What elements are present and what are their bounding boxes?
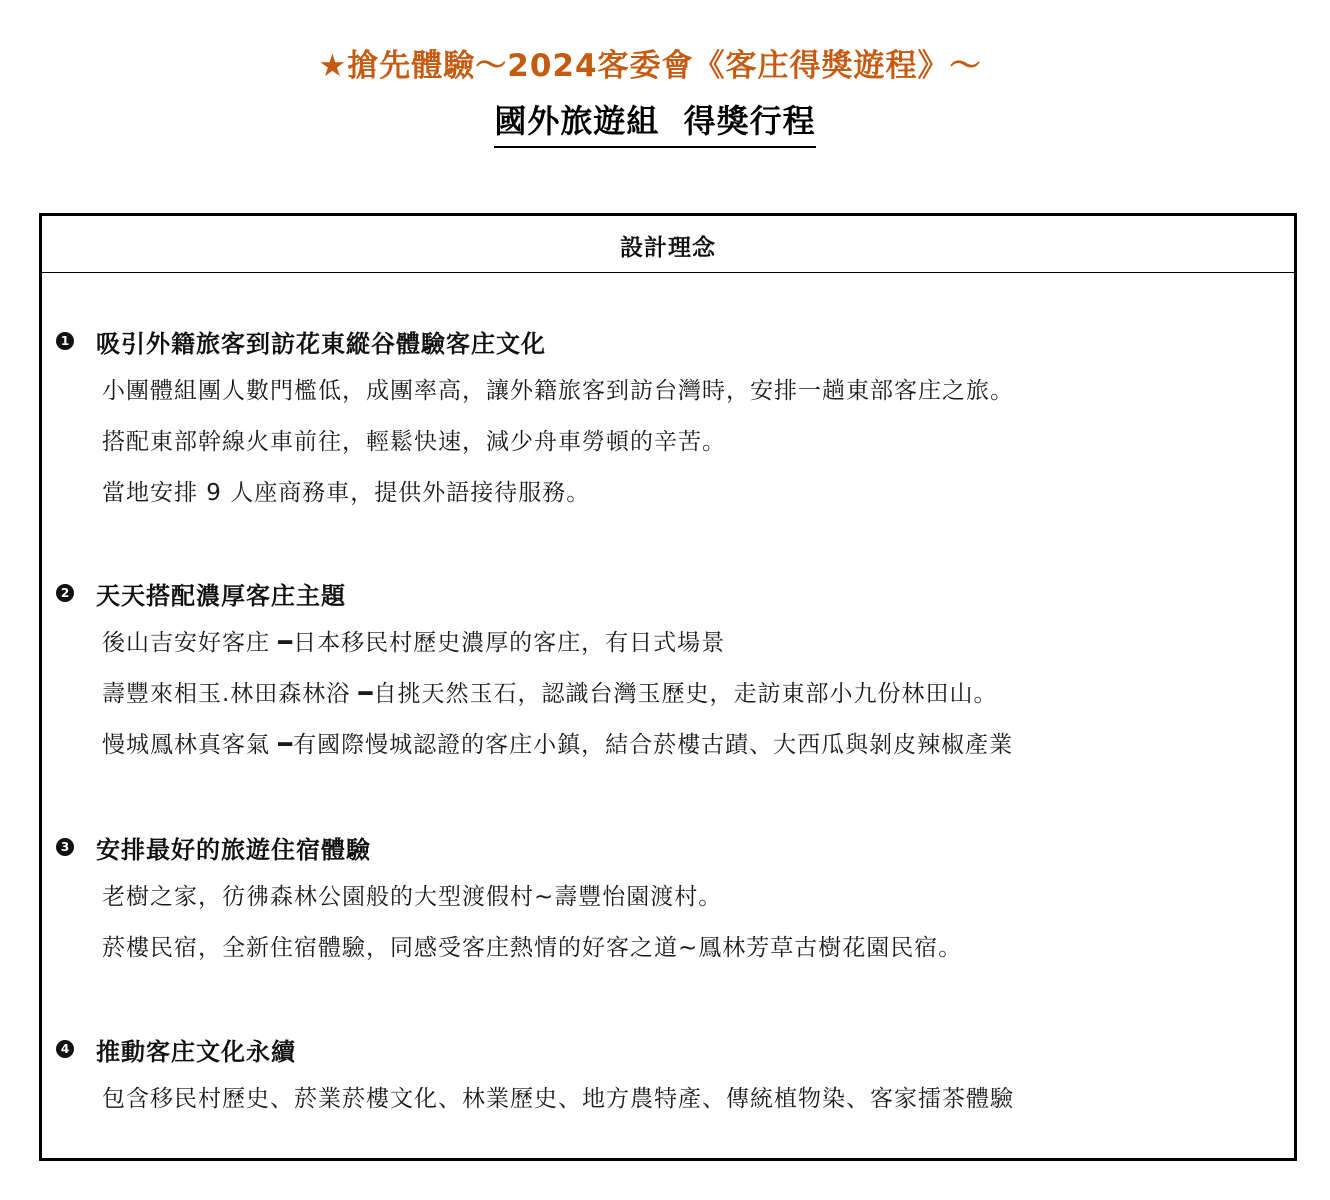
section-title: 安排最好的旅遊住宿體驗 xyxy=(96,835,371,864)
number-2-icon: 2 xyxy=(56,584,74,602)
number-3-icon: 3 xyxy=(56,838,74,856)
design-concept-panel xyxy=(39,213,1297,1161)
section-line: 壽豐來相玉.林田森林浴 ━自挑天然玉石，認識台灣玉歷史，走訪東部小九份林田山。 xyxy=(102,681,998,707)
section-line: 當地安排 9 人座商務車，提供外語接待服務。 xyxy=(102,480,591,506)
page-title: ★搶先體驗～2024客委會《客庄得獎遊程》～ xyxy=(318,48,982,84)
section-2 xyxy=(56,573,1286,771)
section-line: 搭配東部幹線火車前往，輕鬆快速，減少舟車勞頓的辛苦。 xyxy=(102,429,726,455)
section-line: 包含移民村歷史、菸業菸樓文化、林業歷史、地方農特產、傳統植物染、客家擂茶體驗 xyxy=(102,1086,1014,1112)
number-1-icon: 1 xyxy=(56,332,74,350)
section-4 xyxy=(56,1029,1286,1125)
section-line: 後山吉安好客庄 ━日本移民村歷史濃厚的客庄，有日式場景 xyxy=(102,630,726,656)
section-title: 推動客庄文化永續 xyxy=(96,1037,296,1066)
section-line: 菸樓民宿，全新住宿體驗，同感受客庄熱情的好客之道~鳳林芳草古樹花園民宿。 xyxy=(102,935,963,961)
section-line: 老樹之家，彷彿森林公園般的大型渡假村~壽豐怡園渡村。 xyxy=(102,884,723,910)
number-4-icon: 4 xyxy=(56,1040,74,1058)
panel-heading: 設計理念 xyxy=(42,216,1294,273)
section-line: 小團體組團人數門檻低，成團率高，讓外籍旅客到訪台灣時，安排一趟東部客庄之旅。 xyxy=(102,378,1014,404)
section-title: 吸引外籍旅客到訪花東縱谷體驗客庄文化 xyxy=(96,329,546,358)
section-1 xyxy=(56,321,1286,519)
section-3 xyxy=(56,827,1286,974)
section-title: 天天搭配濃厚客庄主題 xyxy=(96,581,346,610)
page-subtitle: 國外旅遊組 得獎行程 xyxy=(494,96,815,148)
section-line: 慢城鳳林真客氣 ━有國際慢城認證的客庄小鎮，結合菸樓古蹟、大西瓜與剝皮辣椒產業 xyxy=(102,732,1014,758)
